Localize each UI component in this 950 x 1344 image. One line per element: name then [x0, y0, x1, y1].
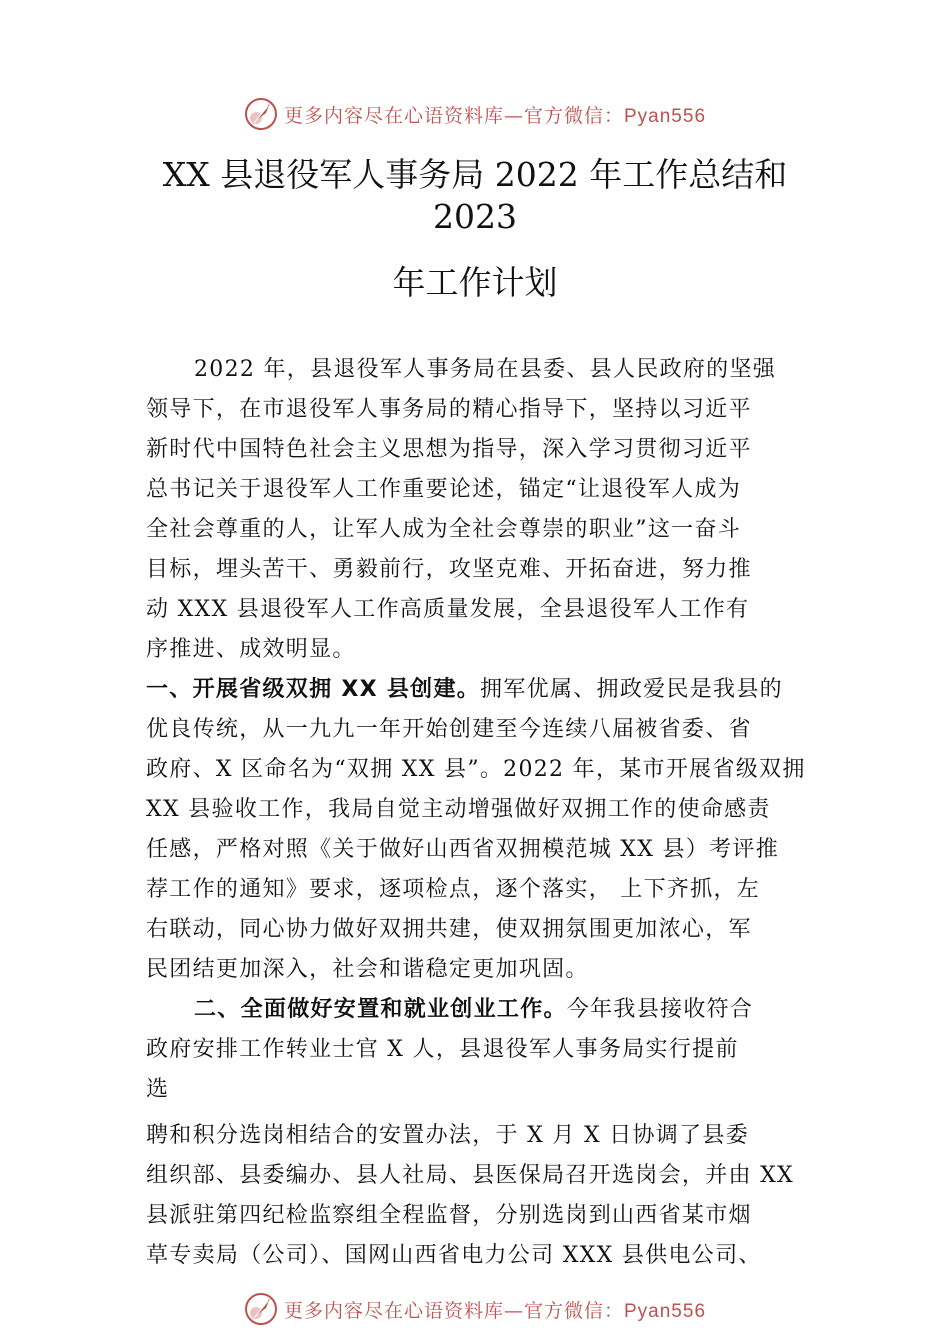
paragraph-line: 总书记关于退役军人工作重要论述，锚定“让退役军人成为	[146, 477, 742, 502]
watermark-text: 更多内容尽在心语资料库—官方微信：Pyan556	[283, 1299, 707, 1322]
paragraph-line: XX 县验收工作，我局自觉主动增强做好双拥工作的使命感责	[146, 797, 771, 822]
paragraph-line: 目标，埋头苦干、勇毅前行，攻坚克难、开拓奋进，努力推	[146, 557, 752, 582]
wechat-id: Pyan556	[624, 105, 707, 127]
section-2-lead-text: 今年我县接收符合	[566, 997, 754, 1022]
paragraph-line: 民团结更加深入，社会和谐稳定更加巩固。	[146, 957, 589, 982]
section-2-first-line	[146, 990, 816, 1030]
section-1-heading: 一、开展省级双拥 XX 县创建。	[146, 677, 481, 702]
quill-logo-icon	[244, 97, 278, 131]
paragraph-line: 县派驻第四纪检监察组全程监督，分别选岗到山西省某市烟	[146, 1203, 752, 1228]
paragraph-line: 草专卖局（公司）、国网山西省电力公司 XXX 县供电公司、	[146, 1243, 762, 1268]
paragraph-line: 2022 年，县退役军人事务局在县委、县人民政府的坚强	[194, 357, 777, 382]
section-1-lead-text: 拥军优属、拥政爱民是我县的	[480, 677, 783, 702]
watermark-text: 更多内容尽在心语资料库—官方微信：Pyan556	[283, 104, 707, 127]
paragraph-line: 荐工作的通知》要求，逐项检点，逐个落实， 上下齐抓，左	[146, 877, 761, 902]
paragraph-line: 聘和积分选岗相结合的安置办法，于 X 月 X 日协调了县委	[146, 1123, 749, 1148]
document-title-line-3: 年工作计划	[392, 263, 558, 302]
header-watermark-banner	[0, 94, 950, 134]
section-2-heading: 二、全面做好安置和就业创业工作。	[194, 997, 567, 1022]
quill-logo-icon	[244, 1292, 278, 1326]
paragraph-line: 领导下，在市退役军人事务局的精心指导下，坚持以习近平	[146, 397, 752, 422]
paragraph-line: 动 XXX 县退役军人工作高质量发展，全县退役军人工作有	[146, 597, 750, 622]
paragraph-line: 组织部、县委编办、县人社局、县医保局召开选岗会，并由 XX	[146, 1163, 795, 1188]
footer-watermark-banner	[0, 1289, 950, 1329]
paragraph-line: 右联动，同心协力做好双拥共建，使双拥氛围更加浓心，军	[146, 917, 752, 942]
paragraph-line: 选	[146, 1077, 170, 1102]
document-title-line-2: 2023	[433, 197, 517, 236]
paragraph-line: 政府、X 区命名为“双拥 XX 县”。2022 年，某市开展省级双拥	[146, 757, 806, 782]
paragraph-line: 序推进、成效明显。	[146, 637, 356, 662]
paragraph-line: 任感，严格对照《关于做好山西省双拥模范城 XX 县）考评推	[146, 837, 780, 862]
paragraph-line: 新时代中国特色社会主义思想为指导，深入学习贯彻习近平	[146, 437, 752, 462]
paragraph-line: 政府安排工作转业士官 X 人，县退役军人事务局实行提前	[146, 1037, 739, 1062]
document-title-line-1: XX 县退役军人事务局 2022 年工作总结和	[162, 155, 788, 194]
paragraph-line: 全社会尊重的人，让军人成为全社会尊崇的职业”这一奋斗	[146, 517, 742, 542]
section-1-first-line	[146, 670, 816, 710]
wechat-id: Pyan556	[624, 1300, 707, 1322]
paragraph-line: 优良传统，从一九九一年开始创建至今连续八届被省委、省	[146, 717, 752, 742]
document-body	[146, 350, 816, 1276]
